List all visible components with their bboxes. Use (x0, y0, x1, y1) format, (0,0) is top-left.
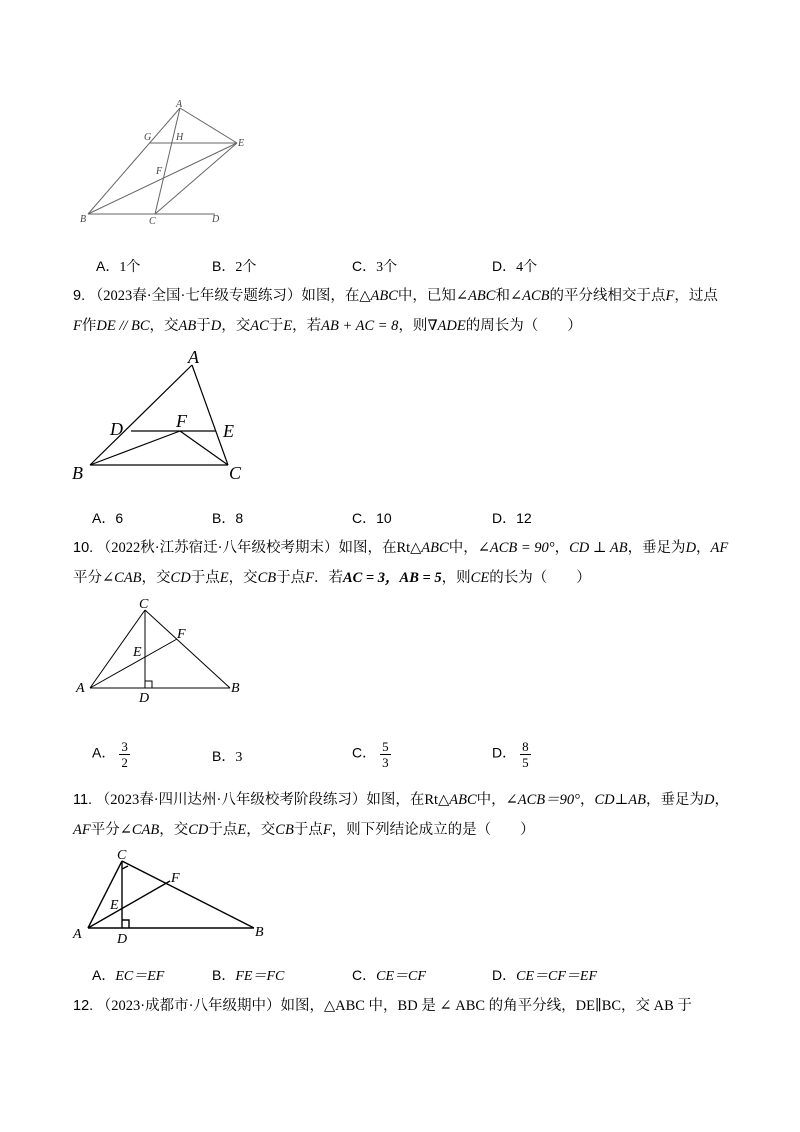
q11-stem-line2: AF平分∠CAB，交CD于点E，交CB于点F，则下列结论成立的是（ ） (73, 822, 535, 838)
q11-figure (70, 843, 280, 948)
fig11-label-B: B (255, 925, 264, 940)
fig9-label-C: C (229, 463, 242, 483)
fig11-label-A: A (73, 927, 82, 942)
q9-option-a[interactable]: A．6 (92, 510, 124, 526)
fig9-label-F: F (176, 411, 187, 431)
fig10-label-D: D (139, 691, 150, 706)
q11-option-a[interactable]: A．EC＝EF (92, 967, 165, 984)
q10-stem-line2: 平分∠CAB，交CD于点E，交CB于点F．若AC = 3，AB = 5，则CE的长为（ ） (73, 570, 591, 586)
q9-stem-line1: 9. （2023春·全国·七年级专题练习）如图，在△ABC中，已知∠ABC和∠ACB的平分线相交于点F，过点 (73, 288, 718, 304)
fig11-label-C: C (117, 848, 127, 863)
fig8-label-A: A (176, 99, 183, 110)
q9-option-c[interactable]: C．10 (352, 510, 392, 526)
q10-option-b[interactable]: B．3 (212, 748, 243, 765)
q9-figure (68, 345, 258, 485)
q8-option-a[interactable]: A．1个 (96, 258, 141, 275)
q12-stem-line1: 12. （2023·成都市·八年级期中）如图，△ABC 中，BD 是 ∠ ABC 的角平分线，DE∥BC，交 AB 于 (73, 998, 692, 1014)
fig8-label-E: E (238, 138, 245, 149)
fig9-label-B: B (72, 463, 83, 483)
fig10-label-E: E (133, 645, 142, 660)
q11-option-b[interactable]: B．FE＝FC (212, 967, 285, 984)
q8-option-c[interactable]: C．3个 (352, 258, 398, 275)
q8-option-d[interactable]: D．4个 (492, 258, 538, 275)
fig10-label-A: A (76, 681, 85, 696)
q10-figure (72, 596, 252, 706)
q11-option-c[interactable]: C．CE＝CF (352, 967, 426, 984)
fig11-label-E: E (110, 898, 119, 913)
fig11-label-F: F (171, 871, 180, 886)
fig9-label-A: A (188, 347, 199, 367)
q8-figure (70, 98, 260, 226)
fig10-label-C: C (139, 597, 149, 612)
fig8-label-D: D (212, 214, 220, 225)
fig10-label-F: F (177, 627, 186, 642)
fig8-label-B: B (80, 214, 87, 225)
q9-option-b[interactable]: B．8 (212, 510, 244, 526)
fig9-label-E: E (223, 421, 234, 441)
q9-stem-line2: F作DE // BC，交AB于D，交AC于E，若AB + AC = 8，则∇ADE的周长为（ ） (73, 318, 582, 334)
fig11-label-D: D (117, 932, 128, 947)
q10-option-d[interactable]: D． $\frac{8}{5}$ (492, 739, 529, 770)
fig8-label-H: H (176, 132, 184, 143)
q10-option-a[interactable]: A． $\frac{3}{2}$ (92, 739, 128, 770)
q10-stem-line1: 10. （2022秋·江苏宿迁·八年级校考期末）如图，在Rt△ABC中，∠ACB = 90°，CD ⊥ AB，垂足为D，AF (73, 540, 729, 556)
q11-option-d[interactable]: D．CE＝CF＝EF (492, 967, 598, 984)
fig8-label-G: G (144, 132, 152, 143)
q11-stem-line1: 11. （2023春·四川达州·八年级校考阶段练习）如图，在Rt△ABC中，∠ACB＝90°，CD⊥AB，垂足为D， (73, 792, 729, 808)
fig8-label-C: C (149, 216, 156, 226)
q9-option-d[interactable]: D．12 (492, 510, 532, 526)
q8-option-b[interactable]: B．2个 (212, 258, 257, 275)
fig9-label-D: D (110, 419, 123, 439)
q10-option-c[interactable]: C． $\frac{5}{3}$ (352, 739, 389, 770)
fig10-label-B: B (231, 681, 240, 696)
fig8-label-F: F (156, 166, 163, 177)
